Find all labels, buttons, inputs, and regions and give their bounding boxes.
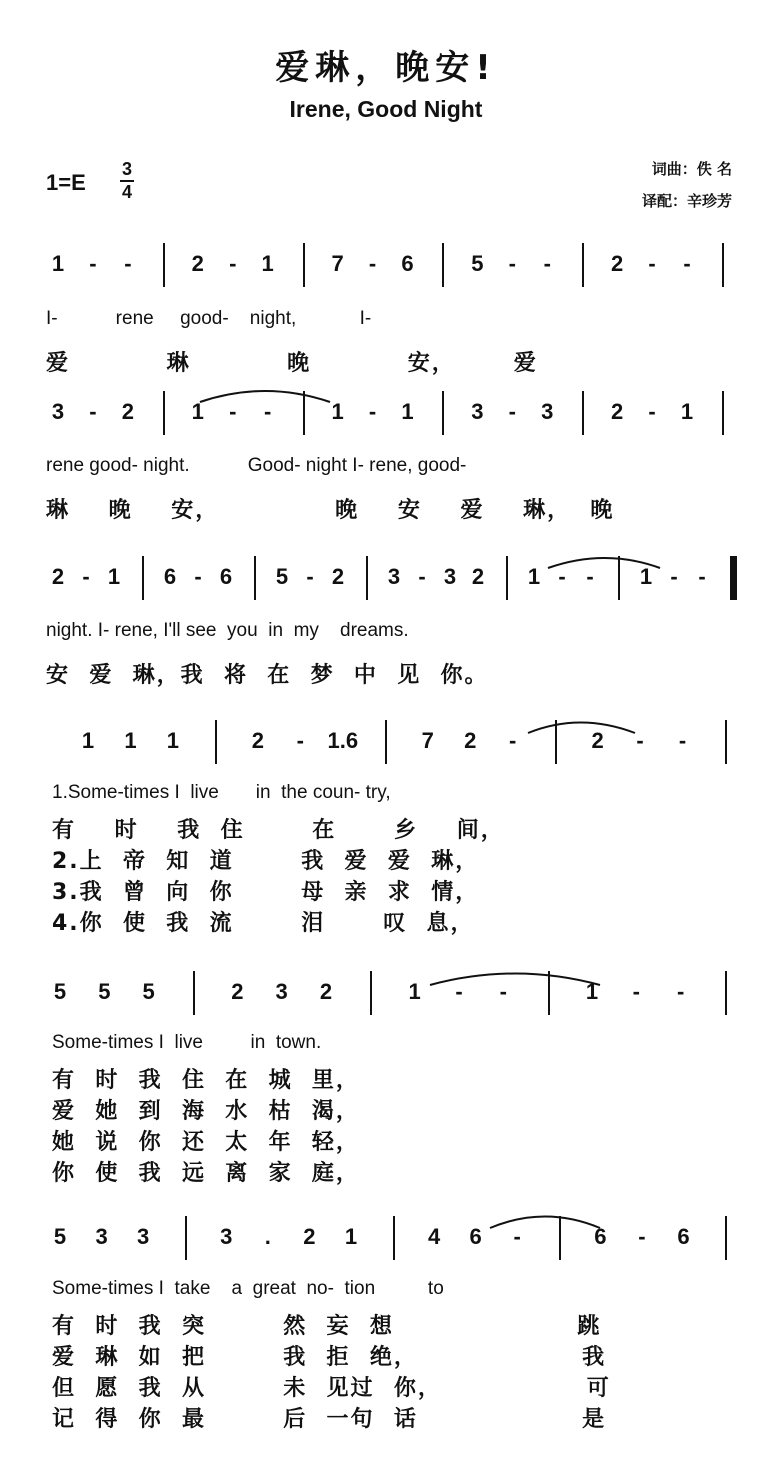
note: 3: [137, 1224, 150, 1249]
tie: [528, 723, 635, 734]
note: 3: [471, 399, 484, 424]
note: 1: [401, 399, 414, 424]
note-extension: -: [306, 564, 314, 589]
note: 6: [401, 251, 414, 276]
note-extension: -: [229, 251, 237, 276]
tie: [200, 391, 330, 402]
lyric-line: 记 得 你 最 后 一句 话 是: [52, 1407, 607, 1432]
note-extension: -: [89, 399, 97, 424]
note: 1.6: [327, 728, 359, 753]
note-extension: -: [676, 979, 685, 1004]
credit-translation: 译配：辛珍芳: [641, 192, 732, 210]
note: 1: [191, 399, 204, 424]
note: 2: [251, 728, 264, 753]
note: 2: [464, 728, 477, 753]
lyric-line: 3.我 曾 向 你 母 亲 求 情，: [52, 880, 480, 905]
note: 1: [585, 979, 599, 1004]
note: 1: [344, 1224, 358, 1249]
lyric-line: 1.Some-times I live in the coun- try,: [52, 782, 391, 803]
lyric-line: rene good- night. Good- night I- rene, good-: [46, 455, 467, 476]
note: 2: [191, 251, 204, 276]
lyric-line: 琳 晚 安， 晚 安 爱 琳， 晚: [46, 498, 615, 523]
note: 2: [471, 564, 485, 589]
note: 7: [331, 251, 344, 276]
lyric-line: night. I- rene, I'll see you in my dreams.: [46, 620, 409, 641]
note-extension: -: [296, 728, 304, 753]
note-extension: -: [586, 564, 594, 589]
note: 1: [166, 728, 180, 753]
lyric-line: 爱 她 到 海 水 枯 渴，: [52, 1099, 360, 1124]
note: 3: [541, 399, 554, 424]
note: 6: [677, 1224, 690, 1249]
note: 5: [142, 979, 155, 1004]
lyric-line: 有 时 我 住 在 城 里，: [52, 1068, 360, 1093]
lyric-line: 但 愿 我 从 未 见过 你， 可: [52, 1376, 611, 1401]
lyric-line: 你 使 我 远 离 家 庭，: [52, 1161, 360, 1186]
note: 5: [53, 979, 67, 1004]
note: 3: [220, 1224, 233, 1249]
credit-lyrics-music: 词曲：佚 名: [651, 160, 732, 178]
note: 6: [219, 564, 233, 589]
note-extension: -: [670, 564, 678, 589]
note: 6: [594, 1224, 607, 1249]
note: 5: [53, 1224, 67, 1249]
note: 5: [98, 979, 111, 1004]
note-extension: -: [648, 399, 656, 424]
note: .: [264, 1224, 271, 1249]
note-extension: -: [194, 564, 202, 589]
lyric-line: 爱 琳 如 把 我 拒 绝， 我: [52, 1345, 607, 1370]
note-extension: -: [638, 1224, 646, 1249]
note-extension: -: [368, 251, 377, 276]
note: 2: [591, 728, 604, 753]
note: 3: [95, 1224, 108, 1249]
note-extension: -: [418, 564, 426, 589]
lyric-line: I- rene good- night, I-: [46, 308, 372, 329]
lyric-line: 安 爱 琳，我 将 在 梦 中 见 你。: [46, 663, 489, 688]
lyric-line: Some-times I live in town.: [52, 1032, 322, 1053]
note: 2: [611, 251, 624, 276]
note: 1: [639, 564, 653, 589]
note: 1: [331, 399, 344, 424]
note: 6: [163, 564, 177, 589]
note-extension: -: [543, 251, 551, 276]
time-signature-top: 3: [121, 159, 132, 179]
note: 3: [387, 564, 401, 589]
note: 6: [469, 1224, 482, 1249]
tie: [490, 1217, 600, 1229]
note-extension: -: [632, 979, 640, 1004]
note-extension: -: [678, 728, 687, 753]
lyric-line: 爱 琳 晚 安， 爱: [46, 351, 538, 376]
note: 2: [331, 564, 345, 589]
note-extension: -: [508, 399, 516, 424]
lyric-line: 4.你 使 我 流 泪 叹 息，: [52, 911, 475, 936]
note-extension: -: [508, 251, 516, 276]
note: 3: [443, 564, 457, 589]
lyric-line: 有 时 我 突 然 妄 想 跳: [52, 1314, 602, 1339]
note: 3: [275, 979, 288, 1004]
song-title: 爱琳，晚安!: [275, 48, 497, 88]
note: 1: [408, 979, 421, 1004]
key-signature: 1=E: [46, 170, 86, 195]
note-extension: -: [636, 728, 644, 753]
note-extension: -: [368, 399, 377, 424]
lyric-line: 她 说 你 还 太 年 轻，: [52, 1130, 360, 1155]
note: 1: [81, 728, 95, 753]
note: 1: [261, 251, 274, 276]
lyric-line: 有 时 我 住 在 乡 间，: [52, 818, 505, 843]
lyric-line: 2.上 帝 知 道 我 爱 爱 琳，: [52, 849, 480, 874]
note: 1: [51, 251, 65, 276]
note: 1: [107, 564, 121, 589]
note: 1: [124, 728, 137, 753]
note: 2: [121, 399, 135, 424]
note: 2: [231, 979, 244, 1004]
note-extension: -: [264, 399, 272, 424]
note-extension: -: [648, 251, 656, 276]
note-extension: -: [455, 979, 463, 1004]
note-extension: -: [698, 564, 706, 589]
note-extension: -: [513, 1224, 521, 1249]
song-subtitle: Irene, Good Night: [289, 96, 483, 122]
note: 5: [275, 564, 289, 589]
note: 7: [421, 728, 434, 753]
note-extension: -: [82, 564, 90, 589]
note-extension: -: [124, 251, 132, 276]
time-signature-bottom: 4: [121, 182, 132, 202]
lyric-line: Some-times I take a great no- tion to: [52, 1278, 444, 1299]
note-extension: -: [89, 251, 97, 276]
note: 1: [527, 564, 541, 589]
note: 2: [303, 1224, 316, 1249]
note-extension: -: [683, 251, 691, 276]
note: 5: [471, 251, 484, 276]
note: 4: [427, 1224, 441, 1249]
tie: [548, 558, 660, 568]
note: 2: [611, 399, 624, 424]
note: 1: [680, 399, 694, 424]
note-extension: -: [229, 399, 237, 424]
note: 2: [319, 979, 333, 1004]
tie: [430, 974, 600, 986]
note-extension: -: [558, 564, 566, 589]
note: 3: [51, 399, 65, 424]
note-extension: -: [508, 728, 517, 753]
note: 2: [51, 564, 65, 589]
note-extension: -: [499, 979, 507, 1004]
